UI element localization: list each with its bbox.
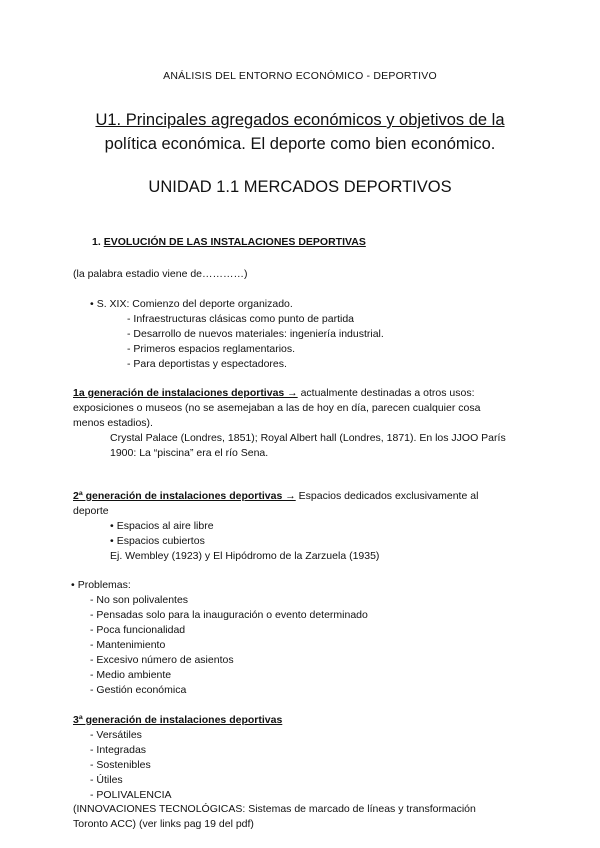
problem-item: - No son polivalentes — [90, 594, 189, 606]
section-1-number: 1. — [92, 236, 104, 248]
gen3-item: - Versátiles — [90, 729, 142, 741]
section-1-note: (la palabra estadio viene de…………) — [73, 268, 248, 280]
section-1-sub-item: - Primeros espacios reglamentarios. — [127, 343, 296, 355]
problems-heading-text: Problemas: — [77, 579, 131, 591]
problem-item: - Mantenimiento — [90, 639, 166, 651]
gen3-heading: 3ª generación de instalaciones deportivas — [73, 714, 283, 726]
gen3-item: - Integradas — [90, 744, 147, 756]
gen1-text-3: menos estadios). — [73, 417, 153, 429]
gen1-text-2: exposiciones o museos (no se asemejaban a las de hoy en día, parecen cualquier cosa — [73, 402, 481, 414]
gen2-bullet-text: Espacios cubiertos — [116, 535, 205, 547]
problems-heading — [71, 578, 131, 593]
unit-title-line-1: U1. Principales agregados económicos y objetivos de la — [95, 111, 505, 129]
gen2-bullet — [110, 534, 205, 549]
gen3-item: - Sostenibles — [90, 759, 151, 771]
problem-item: - Poca funcionalidad — [90, 624, 186, 636]
gen2-first-line — [73, 489, 478, 504]
problem-item: - Pensadas solo para la inauguración o evento determinado — [90, 609, 368, 621]
section-1-bullet — [90, 297, 293, 312]
unit-title-line-2: política económica. El deporte como bien económico. — [104, 135, 496, 153]
gen2-bullet-text: Espacios al aire libre — [116, 520, 214, 532]
section-1-sub-item: - Infraestructuras clásicas como punto de partida — [127, 313, 355, 325]
gen1-heading: 1a generación de instalaciones deportivas → — [73, 387, 298, 399]
gen3-item: - Útiles — [90, 774, 123, 786]
gen2-text-1: Espacios dedicados exclusivamente al — [295, 490, 479, 502]
section-1-title: EVOLUCIÓN DE LAS INSTALACIONES DEPORTIVAS — [103, 236, 366, 248]
problem-item: - Medio ambiente — [90, 669, 172, 681]
subunit-title: UNIDAD 1.1 MERCADOS DEPORTIVOS — [148, 178, 452, 196]
gen2-heading: 2ª generación de instalaciones deportivas → — [73, 490, 296, 502]
gen3-innovations-1: (INNOVACIONES TECNOLÓGICAS: Sistemas de marcado de líneas y transformación — [73, 803, 476, 815]
problem-item: - Gestión económica — [90, 684, 187, 696]
section-1-sub-item: - Desarrollo de nuevos materiales: ingeniería industrial. — [127, 328, 384, 340]
gen2-text-2: deporte — [73, 505, 109, 517]
gen3-item: - POLIVALENCIA — [90, 789, 172, 801]
unit-title — [0, 108, 600, 156]
section-1-bullet-text: S. XIX: Comienzo del deporte organizado. — [96, 298, 293, 310]
gen1-first-line — [73, 386, 475, 401]
gen1-examples-2: 1900: La “piscina” era el río Sena. — [110, 447, 269, 459]
gen1-examples-1: Crystal Palace (Londres, 1851); Royal Albert hall (Londres, 1871). En los JJOO París — [110, 432, 506, 444]
problem-item: - Excesivo número de asientos — [90, 654, 234, 666]
gen3-innovations-2: Toronto ACC) (ver links pag 19 del pdf) — [73, 818, 254, 830]
document-header: ANÁLISIS DEL ENTORNO ECONÓMICO - DEPORTIVO — [163, 70, 437, 82]
section-1-sub-item: - Para deportistas y espectadores. — [127, 358, 287, 370]
gen2-bullet — [110, 519, 214, 534]
section-1-heading — [92, 236, 366, 248]
gen1-text-1: actualmente destinadas a otros usos: — [297, 387, 475, 399]
gen2-example: Ej. Wembley (1923) y El Hipódromo de la Zarzuela (1935) — [110, 550, 380, 562]
